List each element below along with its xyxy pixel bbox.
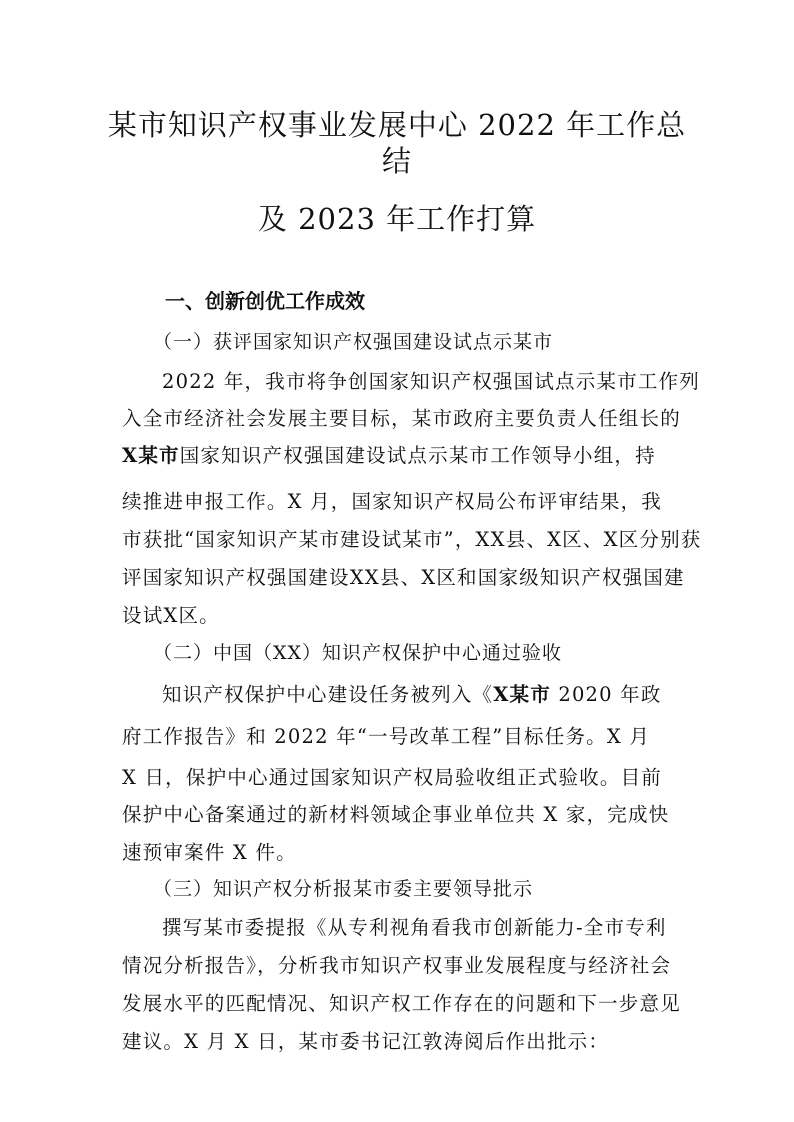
para-1-line-3-text: 国家知识产权强国建设试点示某市工作领导小组，持 bbox=[179, 444, 656, 467]
para-1-line-6: 评国家知识产权强国建设XX县、X区和国家级知识产权强国建 bbox=[122, 566, 685, 589]
para-1-line-1: 2022 年，我市将争创国家知识产权强国试点示某市工作列 bbox=[162, 370, 700, 393]
document-title-line-3: 及 2023 年工作打算 bbox=[257, 202, 537, 236]
section-1-heading: 一、创新创优工作成效 bbox=[165, 289, 365, 313]
para-2-line-3: X 日，保护中心通过国家知识产权局验收组正式验收。目前 bbox=[122, 766, 662, 789]
document-title-line-1: 某市知识产权事业发展中心 2022 年工作总 bbox=[107, 108, 687, 142]
para-3-line-3: 发展水平的匹配情况、知识产权工作存在的问题和下一步意见 bbox=[122, 992, 681, 1015]
para-2-line-4: 保护中心备案通过的新材料领域企事业单位共 X 家，完成快 bbox=[122, 803, 670, 826]
subsection-2-heading: （二）中国（XX）知识产权保护中心通过验收 bbox=[153, 642, 563, 664]
para-2-line-2: 府工作报告》和 2022 年“一号改革工程”目标任务。X 月 bbox=[122, 725, 651, 748]
subsection-1-heading: （一）获评国家知识产权强国建设试点示某市 bbox=[153, 331, 554, 353]
city-name: X某市 bbox=[493, 683, 551, 706]
para-1-line-2: 入全市经济社会发展主要目标，某市政府主要负责人任组长的 bbox=[122, 407, 681, 430]
para-1-line-3 bbox=[122, 441, 656, 471]
subsection-3-heading: （三）知识产权分析报某市委主要领导批示 bbox=[153, 878, 534, 900]
para-2-line-1 bbox=[162, 680, 662, 710]
para-2-line-5: 速预审案件 X 件。 bbox=[122, 841, 297, 864]
para-3-line-4: 建议。X 月 X 日，某市委书记江敦涛阅后作出批示： bbox=[122, 1030, 610, 1053]
para-1-line-7: 设试X区。 bbox=[122, 604, 220, 627]
para-3-line-1: 撰写某市委提报《从专利视角看我市创新能力-全市专利 bbox=[162, 916, 667, 939]
para-1-line-5: 市获批“国家知识产某市建设试某市”，XX县、X区、X区分别获 bbox=[122, 528, 702, 551]
city-name: X某市 bbox=[122, 444, 180, 467]
para-2-line-1-post: 2020 年政 bbox=[550, 683, 662, 706]
para-1-line-4: 续推进申报工作。X 月，国家知识产权局公布评审结果，我 bbox=[122, 490, 662, 513]
para-3-line-2: 情况分析报告》，分析我市知识产权事业发展程度与经济社会 bbox=[122, 954, 672, 977]
document-title-line-2: 结 bbox=[381, 144, 412, 178]
para-2-line-1-pre: 知识产权保护中心建设任务被列入《 bbox=[162, 683, 494, 706]
